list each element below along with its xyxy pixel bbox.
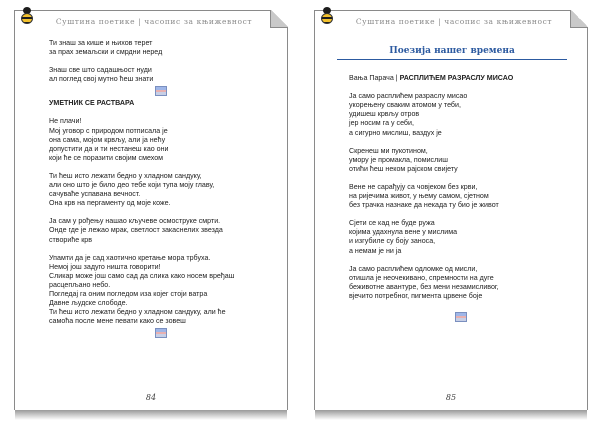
poem-title: УМЕТНИК СЕ РАСТВАРА (49, 99, 135, 108)
page-corner-fold (270, 10, 288, 28)
verse-line: Сликар може још само сад да слика како носем вређаш (49, 271, 235, 280)
verse-line: допустити да и ти нестанеш као они (49, 144, 169, 153)
verse-line: ал поглед свој мутно ћеш знати (49, 75, 154, 84)
ornament-icon (155, 328, 167, 338)
stanza (349, 147, 573, 174)
verse-line: Ти знаш за кише и њихов терет (49, 39, 153, 47)
stanza (349, 265, 573, 301)
verse-line: којима удахнула вене у мислима (349, 228, 458, 237)
verse-line: расцепљано небо. (49, 280, 111, 289)
verse-line: Погледај га оним погледом иза којег стоји ватра (49, 289, 208, 298)
verse-line: Не плачи! (49, 117, 82, 126)
author-name: Вања Парача (349, 74, 394, 83)
verse-line: Давне људске слободе. (49, 299, 128, 308)
verse-line: беживотне авантуре, без мени незамисливог, (349, 282, 499, 291)
verse-line: Она крв на пергаменту од моје коже. (49, 199, 171, 208)
verse-line: и изгубиле су бoју заноса, (349, 237, 436, 246)
verse-line: Скренеш ми пукотином, (349, 146, 428, 155)
verse-line: а сигурно мислиш, ваздух је (349, 128, 442, 137)
verse-line: Вене не сарађују са човјеком без крви, (349, 182, 478, 191)
stanza (49, 66, 273, 84)
stanza (49, 117, 273, 162)
verse-line: Знаш све што садашњост нуди (49, 66, 152, 75)
page-corner-fold (570, 10, 588, 28)
verse-line: Ти ћеш исто лежати бедно у хладном сандуку, али ће (49, 308, 226, 317)
verse-line: Ти ћеш исто лежати бедно у хладном сандуку, (49, 171, 202, 180)
stanza (349, 183, 573, 210)
verse-line: умору је промакла, помислиш (349, 155, 448, 164)
author-and-title: Вања Парача | РАСПЛИЋЕМ РАЗРАСЛУ МИСАО (349, 74, 514, 83)
verse-line: она сама, мојом крвљу, али ја нећу (49, 135, 166, 144)
stanza (49, 39, 273, 57)
stanza (49, 172, 273, 208)
right-page (314, 10, 588, 410)
stanza (49, 217, 273, 244)
verse-line: удишеш крвљу отров (349, 110, 420, 119)
verse-line: отишла је неочекивано, спремности на дуге (349, 273, 494, 282)
verse-line: вјечито потребног, пигмента црвене боје (349, 291, 483, 300)
poem-title: РАСПЛИЋЕМ РАЗРАСЛУ МИСАО (399, 74, 514, 83)
bee-logo-icon (19, 7, 35, 25)
verse-line: отићи ћеш неком рајском свијету (349, 164, 458, 173)
right-page-text (349, 41, 573, 325)
verse-line: за прах земаљски и смрдни неред (49, 48, 163, 57)
verse-line: Онде где је лежао мрак, светлост закаснелих звезда (49, 226, 223, 235)
stanza (349, 219, 573, 255)
running-header: Суштина поетике | часопис за књижевност (355, 17, 553, 26)
verse-line: који ће се поразити својим смехом (49, 153, 164, 162)
ornament-icon (155, 86, 167, 96)
verse-line: Мој уговор с природом потписала је (49, 126, 168, 135)
verse-line: а немам је ни ја (349, 246, 402, 255)
verse-line: укорењену сваким атомом у теби, (349, 101, 461, 110)
stanza (49, 254, 273, 327)
section-title: Поезија нашег времена (337, 47, 567, 60)
page-number: 85 (445, 393, 457, 402)
verse-line: сачуваће успавана вечност. (49, 190, 141, 199)
bee-logo-icon (319, 7, 335, 25)
stanza (349, 92, 573, 137)
verse-line: Сјети се кад не буде ружа (349, 219, 435, 228)
verse-line: Ја сам у рођењу нашао кључеве осмоструке смрти. (49, 217, 221, 226)
running-header: Суштина поетике | часопис за књижевност (55, 17, 253, 26)
verse-line: Ја само расплићем разраслу мисао (349, 92, 468, 101)
verse-line: на ријечима живот, у њему самом, сјетном (349, 192, 489, 201)
verse-line: самоћа после мене певати како се зовеш (49, 317, 186, 326)
verse-line: Немој још задуго ништа говорити! (49, 262, 161, 271)
verse-line: створиће крв (49, 235, 93, 244)
left-page-text (49, 39, 273, 341)
verse-line: без трачка назнаке да некада ту био је живот (349, 201, 499, 210)
left-page (14, 10, 288, 410)
verse-line: јер носим га у себи, (349, 119, 414, 128)
page-number: 84 (145, 393, 157, 402)
ornament-icon (455, 312, 467, 322)
verse-line: али оно што је било део тебе који тупа мојy главу, (49, 181, 215, 190)
verse-line: Упамти да је сад хаотично кретање мора трбуха. (49, 253, 211, 262)
verse-line: Ја само расплићем одломке од мисли, (349, 264, 478, 273)
